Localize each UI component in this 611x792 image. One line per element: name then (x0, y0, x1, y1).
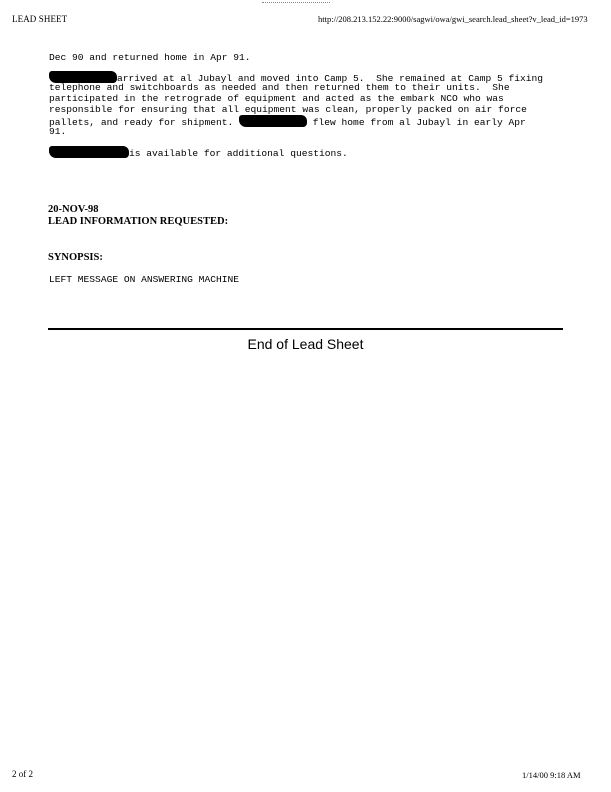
top-divider-mark (262, 2, 330, 3)
lead-date: 20-NOV-98 (48, 204, 99, 215)
end-of-lead-sheet-label: End of Lead Sheet (247, 336, 364, 352)
body-paragraph-2-line-3: participated in the retrograde of equipment and acted as the embark NCO who was (49, 93, 504, 104)
body-paragraph-2-line-6: 91. (49, 126, 67, 137)
body-text: pallets, and ready for shipment. (49, 117, 239, 128)
body-text: is available for additional questions. (129, 148, 348, 159)
body-paragraph-3 (49, 146, 348, 159)
print-timestamp: 1/14/00 9:18 AM (522, 770, 581, 780)
redaction-bar (49, 146, 129, 158)
body-line-1: Dec 90 and returned home in Apr 91. (49, 52, 251, 63)
page-number: 2 of 2 (12, 769, 33, 779)
body-paragraph-2-line-5 (49, 115, 526, 128)
header-url: http://208.213.152.22:9000/sagwi/owa/gwi_search.lead_sheet?v_lead_id=1973 (318, 14, 588, 24)
end-divider (48, 328, 563, 330)
body-text: arrived at al Jubayl and moved into Camp 5. She remained at Camp 5 fixing (117, 73, 544, 84)
lead-info-heading: LEAD INFORMATION REQUESTED: (48, 216, 229, 227)
redaction-bar (239, 115, 307, 127)
body-text: flew home from al Jubayl in early Apr (307, 117, 526, 128)
body-paragraph-2-line-2: telephone and switchboards as needed and then returned them to their units. She (49, 82, 510, 93)
body-paragraph-2-line-4: responsible for ensuring that all equipment was clean, properly packed on air force (49, 104, 527, 115)
header-title: LEAD SHEET (12, 14, 68, 24)
synopsis-heading: SYNOPSIS: (48, 252, 103, 263)
synopsis-text: LEFT MESSAGE ON ANSWERING MACHINE (49, 274, 239, 285)
